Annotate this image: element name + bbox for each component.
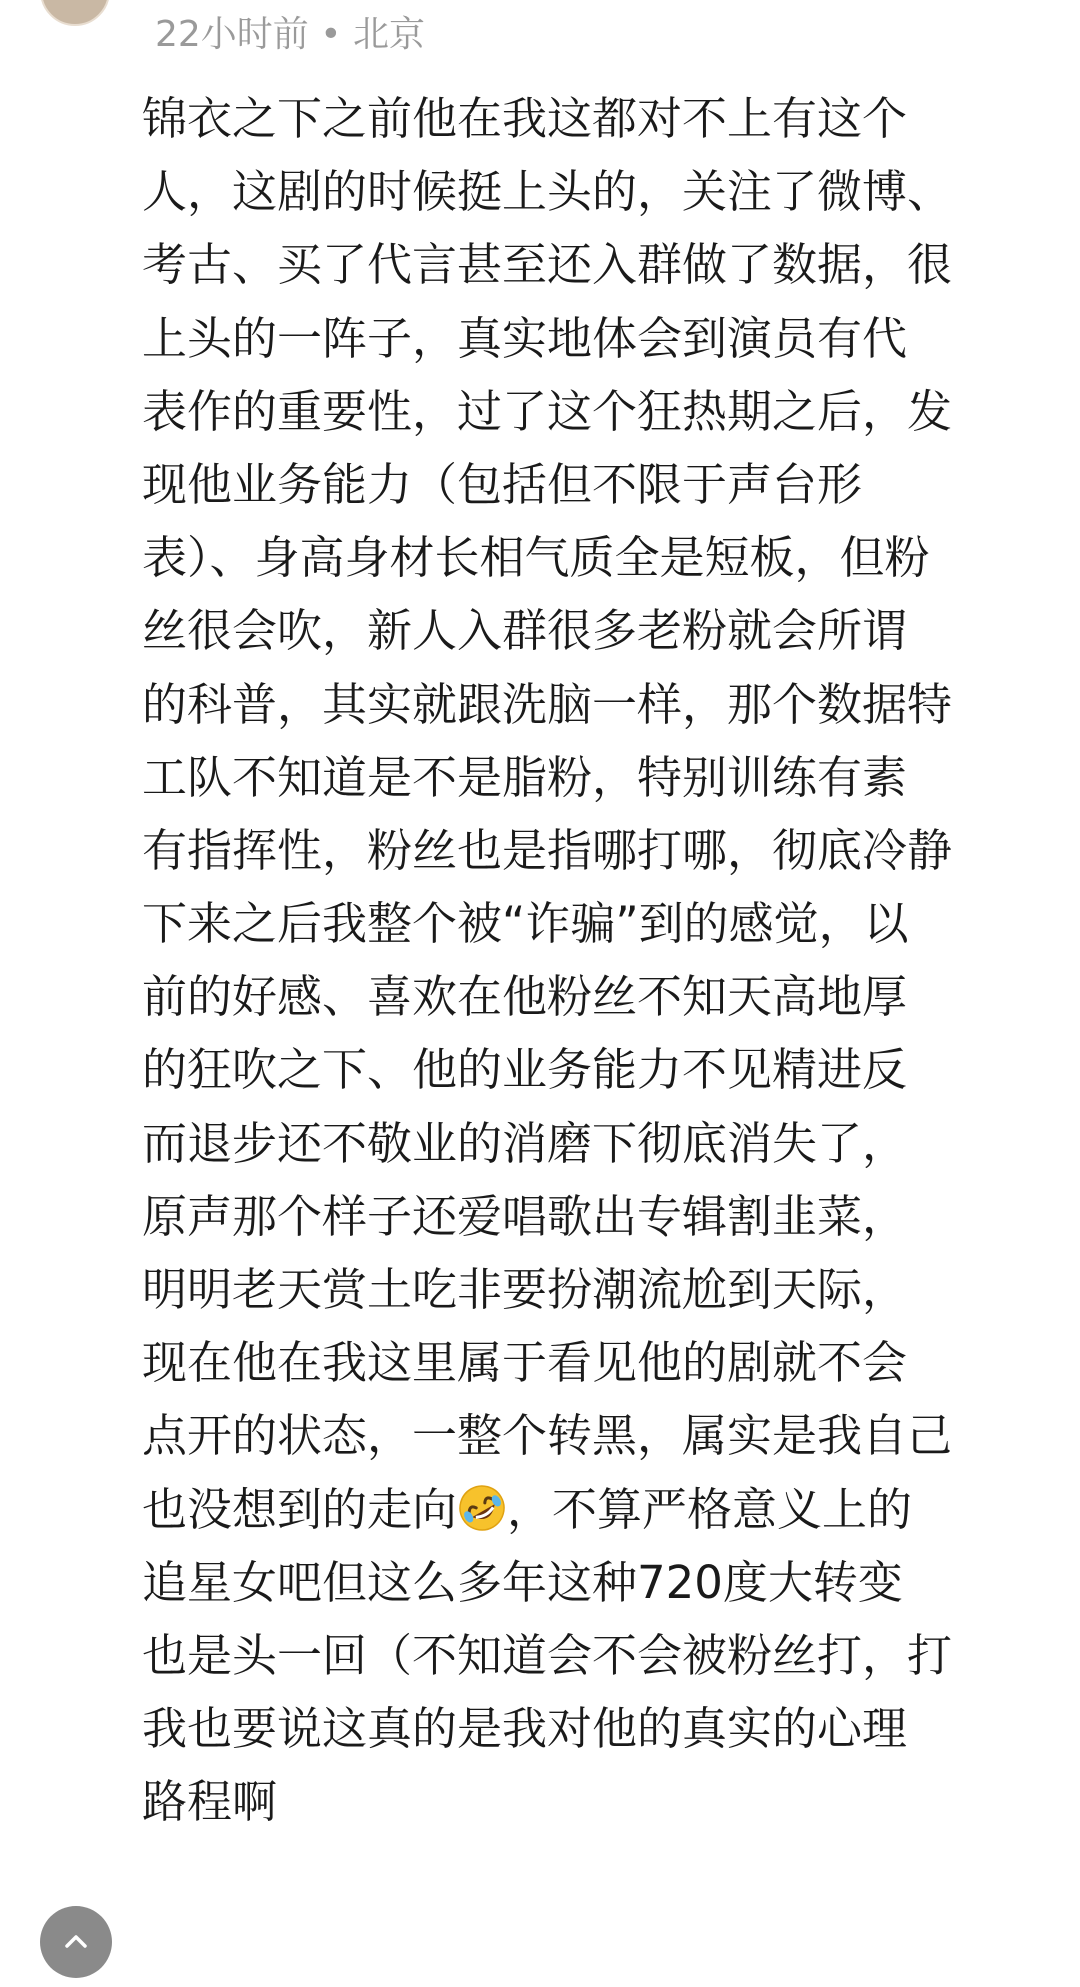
- comment-line: 前的好感、喜欢在他粉丝不知天高地厚: [142, 970, 908, 1024]
- comment-line: 有指挥性，粉丝也是指哪打哪，彻底冷静: [142, 823, 953, 877]
- comment-text-segment: 也没想到的走向: [142, 1482, 458, 1536]
- comment-line: 现在他在我这里属于看见他的剧就不会: [142, 1336, 908, 1390]
- comment-line: 也是头一回（不知道会不会被粉丝打，打: [142, 1628, 953, 1682]
- comment-line: 工队不知道是不是脂粉，特别训练有素: [142, 750, 908, 804]
- comment-line: 原声那个样子还爱唱歌出专辑割韭菜，: [142, 1189, 908, 1243]
- comment-line: 上头的一阵子，真实地体会到演员有代: [142, 311, 908, 365]
- comment-line: 追星女吧但这么多年这种720度大转变: [142, 1555, 903, 1609]
- comment-line: 锦衣之下之前他在我这都对不上有这个: [142, 92, 908, 145]
- comment-line: 的科普，其实就跟洗脑一样，那个数据特: [142, 677, 953, 731]
- comment-line: 考古、买了代言甚至还入群做了数据，很: [142, 238, 953, 292]
- avatar[interactable]: [40, 0, 110, 26]
- rolling-on-floor-laughing-emoji-icon: [457, 1481, 507, 1531]
- comment-time: 22小时前: [155, 14, 309, 55]
- comment-line-with-emoji: [142, 1473, 1047, 1546]
- comment-line: 表）、身高身材长相气质全是短板，但粉: [142, 531, 930, 585]
- comment-line: 现他业务能力（包括但不限于声台形: [142, 457, 863, 511]
- comment-line: 我也要说这真的是我对他的真实的心理: [142, 1702, 908, 1756]
- comment-location: 北京: [352, 14, 425, 55]
- comment-line: 下来之后我整个被“诈骗”到的感觉，以: [142, 897, 909, 951]
- comment-line: 人，这剧的时候挺上头的，关注了微博、: [142, 165, 953, 219]
- comment-meta: [155, 8, 425, 62]
- comment-text-segment: ，不算严格意义上的: [507, 1482, 913, 1536]
- comment-line: 而退步还不敬业的消磨下彻底消失了，: [142, 1116, 908, 1170]
- comment-line: 的狂吹之下、他的业务能力不见精进反: [142, 1043, 908, 1097]
- comment-line: 点开的状态，一整个转黑，属实是我自己: [142, 1409, 953, 1463]
- meta-separator: •: [320, 14, 342, 55]
- comment-line: 丝很会吹，新人入群很多老粉就会所谓: [142, 604, 908, 658]
- comment-line: 路程啊: [142, 1775, 278, 1829]
- comment-line: 表作的重要性，过了这个狂热期之后，发: [142, 384, 953, 438]
- comment-text: [142, 82, 1047, 1839]
- scroll-to-top-button[interactable]: [40, 1906, 112, 1978]
- chevron-up-icon: [59, 1925, 93, 1959]
- comment-line: 明明老天赏土吃非要扮潮流尬到天际，: [142, 1263, 908, 1316]
